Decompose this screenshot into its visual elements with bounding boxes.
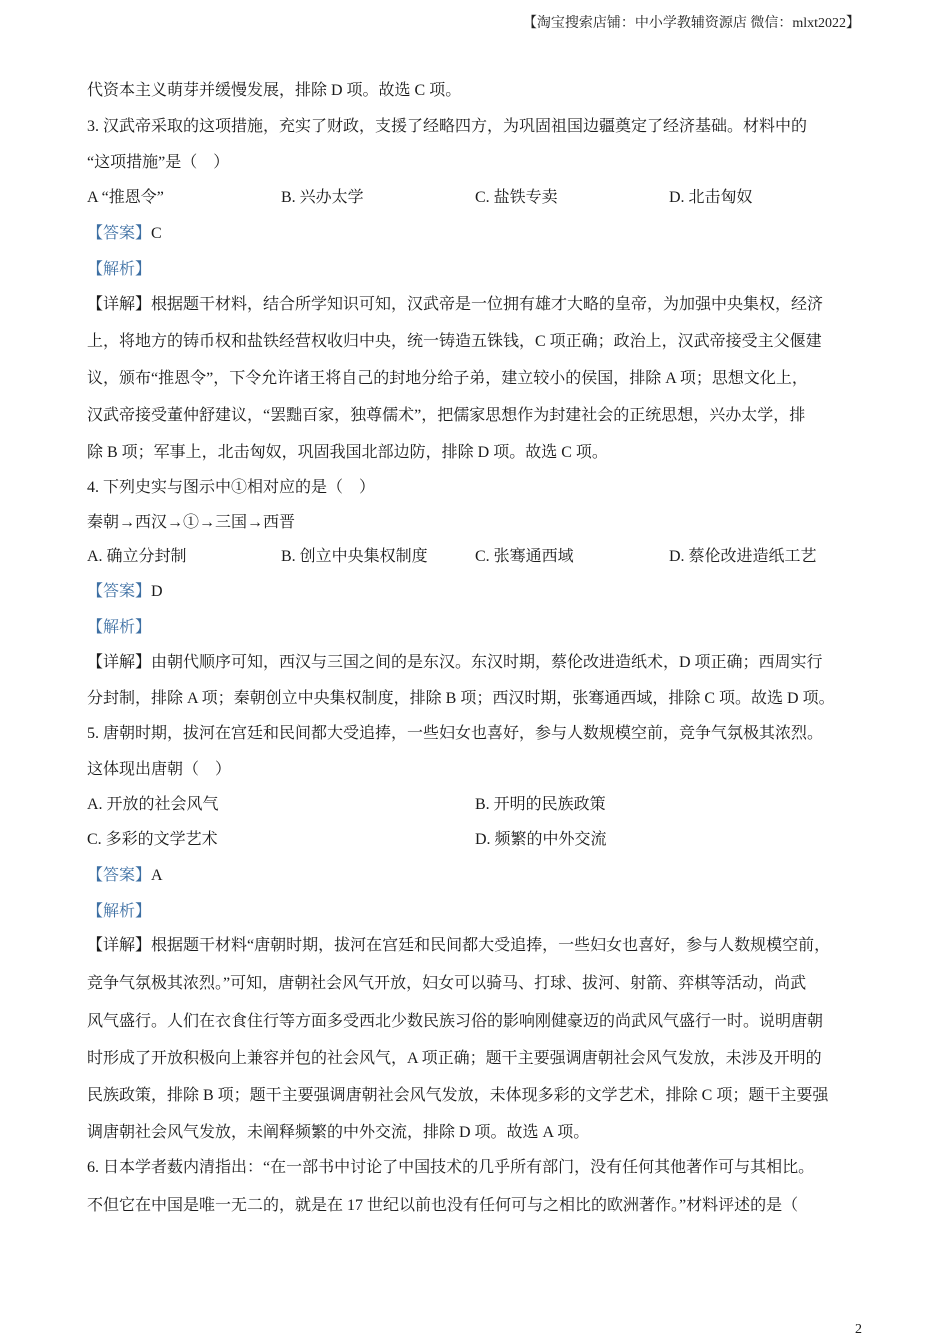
q5-stem-1: 5. 唐朝时期，拔河在宫廷和民间都大受追捧，一些妇女也喜好，参与人数规模空前，竞争气氛极其浓烈。 (87, 725, 824, 742)
q4-stem-2: 秦朝→西汉→①→三国→西晋 (87, 514, 296, 531)
q6-stem-2: 不但它在中国是唯一无二的，就是在 17 世纪以前也没有任何可与之相比的欧洲著作。”材料评述的是（ (87, 1197, 799, 1214)
q5-detail-line: 竞争气氛极其浓烈。”可知，唐朝社会风气开放，妇女可以骑马、打球、拔河、射箭、弈棋等活动，尚武 (87, 975, 807, 992)
q5-detail-line: 【详解】根据题干材料“唐朝时期，拔河在宫廷和民间都大受追捧，一些妇女也喜好，参与人数规模空前， (87, 937, 831, 954)
q5-option-c: C. 多彩的文学艺术 (87, 831, 218, 848)
q5-option-d: D. 频繁的中外交流 (475, 831, 607, 848)
q3-detail-line: 议，颁布“推恩令”，下令允许诸王将自己的封地分给子弟，建立较小的侯国，排除 A 项；思想文化上， (87, 370, 808, 387)
q5-detail-line: 时形成了开放积极向上兼容并包的社会风气，A 项正确；题干主要强调唐朝社会风气发放，未涉及开明的 (87, 1050, 822, 1067)
q3-detail-line: 上，将地方的铸币权和盐铁经营权收归中央，统一铸造五铢钱，C 项正确；政治上，汉武帝接受主父偃建 (87, 333, 822, 350)
q5-answer (87, 865, 864, 887)
q3-answer (87, 223, 864, 245)
answer-value: A (151, 867, 163, 884)
q3-option-d: D. 北击匈奴 (669, 189, 753, 206)
q5-option-b: B. 开明的民族政策 (475, 796, 606, 813)
q5-detail-line: 风气盛行。人们在衣食住行等方面多受西北少数民族习俗的影响刚健豪迈的尚武风气盛行一时。说明唐朝 (87, 1013, 824, 1030)
q3-option-c: C. 盐铁专卖 (475, 189, 558, 206)
q3-option-a: A “推恩令” (87, 189, 164, 206)
q5-detail-line: 民族政策，排除 B 项；题干主要强调唐朝社会风气发放，未体现多彩的文学艺术，排除 C 项；题干主要强 (87, 1087, 829, 1104)
page-number: 2 (855, 1322, 862, 1337)
answer-label: 【答案】 (87, 583, 152, 600)
q3-detail-line: 【详解】根据题干材料，结合所学知识可知，汉武帝是一位拥有雄才大略的皇帝，为加强中央集权，经济 (87, 296, 824, 313)
q5-analysis-label: 【解析】 (87, 903, 152, 920)
q3-analysis-label: 【解析】 (87, 261, 152, 278)
q4-option-d: D. 蔡伦改进造纸工艺 (669, 548, 817, 565)
answer-value: C (151, 225, 162, 242)
q4-option-c: C. 张骞通西域 (475, 548, 574, 565)
q5-detail-line: 调唐朝社会风气发放，未阐释频繁的中外交流，排除 D 项。故选 A 项。 (87, 1124, 590, 1141)
answer-label: 【答案】 (87, 225, 152, 242)
page-header: 【淘宝搜索店铺：中小学教辅资源店 微信：mlxt2022】 (522, 16, 860, 31)
q3-stem-2: “这项措施”是（ ） (87, 154, 230, 171)
q4-answer (87, 581, 864, 603)
q3-stem-1: 3. 汉武帝采取的这项措施，充实了财政，支援了经略四方，为巩固祖国边疆奠定了经济基础。材料中的 (87, 118, 808, 135)
q6-stem-1: 6. 日本学者薮内清指出：“在一部书中讨论了中国技术的几乎所有部门，没有任何其他著作可与其相比。 (87, 1159, 815, 1176)
q5-stem-2: 这体现出唐朝（ ） (87, 761, 232, 778)
q4-detail-line: 【详解】由朝代顺序可知，西汉与三国之间的是东汉。东汉时期，蔡伦改进造纸术，D 项正确；西周实行 (87, 654, 823, 671)
q4-option-b: B. 创立中央集权制度 (281, 548, 428, 565)
q3-option-b: B. 兴办太学 (281, 189, 364, 206)
answer-value: D (151, 583, 163, 600)
q4-detail-line: 分封制，排除 A 项；秦朝创立中央集权制度，排除 B 项；西汉时期，张骞通西域，排除 C 项。故选 D 项。 (87, 690, 835, 707)
q3-detail-line: 汉武帝接受董仲舒建议，“罢黜百家，独尊儒术”，把儒家思想作为封建社会的正统思想，兴办太学，排 (87, 407, 806, 424)
q4-stem-1: 4. 下列史实与图示中①相对应的是（ ） (87, 479, 376, 496)
q5-option-a: A. 开放的社会风气 (87, 796, 219, 813)
q4-option-a: A. 确立分封制 (87, 548, 187, 565)
answer-label: 【答案】 (87, 867, 152, 884)
intro-line: 代资本主义萌芽并缓慢发展，排除 D 项。故选 C 项。 (87, 82, 462, 99)
q4-analysis-label: 【解析】 (87, 619, 152, 636)
q3-detail-line: 除 B 项；军事上，北击匈奴，巩固我国北部边防，排除 D 项。故选 C 项。 (87, 444, 608, 461)
